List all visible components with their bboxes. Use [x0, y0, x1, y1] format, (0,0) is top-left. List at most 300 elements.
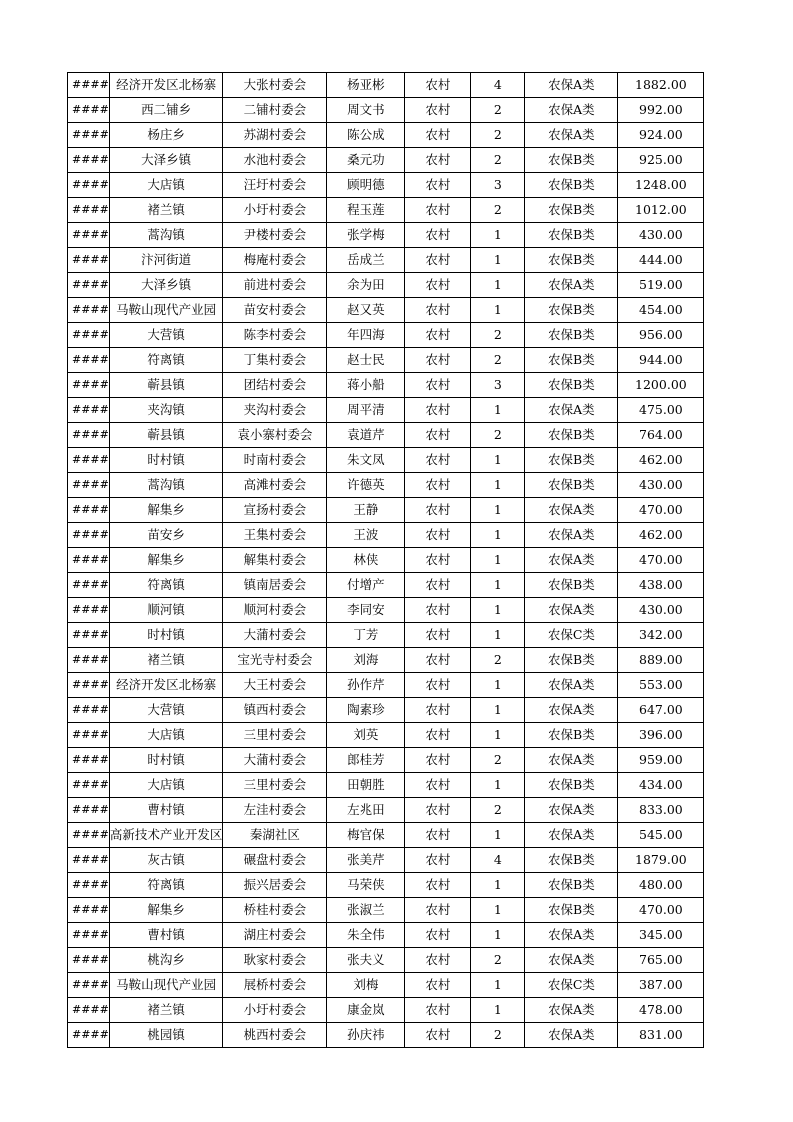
category-cell: 农保B类 [525, 898, 618, 923]
row-number-cell: #### [68, 298, 110, 323]
row-number-cell: #### [68, 373, 110, 398]
town-cell: 褚兰镇 [109, 648, 223, 673]
village-cell: 丁集村委会 [223, 348, 327, 373]
row-number-cell: #### [68, 98, 110, 123]
name-cell: 朱文凤 [327, 448, 405, 473]
row-number-cell: #### [68, 973, 110, 998]
town-cell: 曹村镇 [109, 798, 223, 823]
amount-cell: 519.00 [618, 273, 704, 298]
village-cell: 大蒲村委会 [223, 748, 327, 773]
count-cell: 2 [471, 323, 525, 348]
name-cell: 张学梅 [327, 223, 405, 248]
town-cell: 大营镇 [109, 323, 223, 348]
amount-cell: 925.00 [618, 148, 704, 173]
row-number-cell: #### [68, 473, 110, 498]
amount-cell: 992.00 [618, 98, 704, 123]
category-cell: 农保B类 [525, 348, 618, 373]
row-number-cell: #### [68, 773, 110, 798]
count-cell: 3 [471, 173, 525, 198]
category-cell: 农保B类 [525, 373, 618, 398]
name-cell: 郎桂芳 [327, 748, 405, 773]
count-cell: 2 [471, 98, 525, 123]
name-cell: 杨亚彬 [327, 73, 405, 98]
category-cell: 农保B类 [525, 573, 618, 598]
town-cell: 符离镇 [109, 873, 223, 898]
name-cell: 许德英 [327, 473, 405, 498]
row-number-cell: #### [68, 573, 110, 598]
count-cell: 2 [471, 198, 525, 223]
count-cell: 2 [471, 348, 525, 373]
area-type-cell: 农村 [405, 698, 471, 723]
village-cell: 小圩村委会 [223, 998, 327, 1023]
row-number-cell: #### [68, 748, 110, 773]
amount-cell: 434.00 [618, 773, 704, 798]
category-cell: 农保B类 [525, 848, 618, 873]
category-cell: 农保A类 [525, 1023, 618, 1048]
area-type-cell: 农村 [405, 198, 471, 223]
table-row [68, 723, 704, 748]
amount-cell: 833.00 [618, 798, 704, 823]
area-type-cell: 农村 [405, 548, 471, 573]
category-cell: 农保B类 [525, 148, 618, 173]
amount-cell: 944.00 [618, 348, 704, 373]
row-number-cell: #### [68, 798, 110, 823]
amount-cell: 430.00 [618, 473, 704, 498]
count-cell: 4 [471, 848, 525, 873]
category-cell: 农保B类 [525, 473, 618, 498]
category-cell: 农保B类 [525, 173, 618, 198]
table-row [68, 348, 704, 373]
area-type-cell: 农村 [405, 123, 471, 148]
village-cell: 宝光寺村委会 [223, 648, 327, 673]
row-number-cell: #### [68, 848, 110, 873]
village-cell: 袁小寨村委会 [223, 423, 327, 448]
table-row [68, 123, 704, 148]
village-cell: 振兴居委会 [223, 873, 327, 898]
area-type-cell: 农村 [405, 448, 471, 473]
row-number-cell: #### [68, 898, 110, 923]
category-cell: 农保A类 [525, 398, 618, 423]
town-cell: 大店镇 [109, 723, 223, 748]
area-type-cell: 农村 [405, 748, 471, 773]
category-cell: 农保A类 [525, 748, 618, 773]
amount-cell: 545.00 [618, 823, 704, 848]
name-cell: 蒋小船 [327, 373, 405, 398]
category-cell: 农保B类 [525, 648, 618, 673]
area-type-cell: 农村 [405, 848, 471, 873]
count-cell: 1 [471, 973, 525, 998]
amount-cell: 462.00 [618, 523, 704, 548]
count-cell: 1 [471, 448, 525, 473]
category-cell: 农保A类 [525, 673, 618, 698]
town-cell: 大泽乡镇 [109, 148, 223, 173]
table-row [68, 598, 704, 623]
town-cell: 解集乡 [109, 898, 223, 923]
table-row [68, 548, 704, 573]
row-number-cell: #### [68, 123, 110, 148]
amount-cell: 1012.00 [618, 198, 704, 223]
count-cell: 1 [471, 523, 525, 548]
count-cell: 1 [471, 698, 525, 723]
village-cell: 王集村委会 [223, 523, 327, 548]
category-cell: 农保A类 [525, 73, 618, 98]
village-cell: 高滩村委会 [223, 473, 327, 498]
amount-cell: 430.00 [618, 223, 704, 248]
name-cell: 顾明德 [327, 173, 405, 198]
count-cell: 2 [471, 148, 525, 173]
table-row [68, 223, 704, 248]
area-type-cell: 农村 [405, 323, 471, 348]
town-cell: 顺河镇 [109, 598, 223, 623]
table-row [68, 698, 704, 723]
area-type-cell: 农村 [405, 348, 471, 373]
name-cell: 张美芹 [327, 848, 405, 873]
area-type-cell: 农村 [405, 598, 471, 623]
count-cell: 1 [471, 773, 525, 798]
category-cell: 农保A类 [525, 823, 618, 848]
count-cell: 2 [471, 423, 525, 448]
amount-cell: 462.00 [618, 448, 704, 473]
area-type-cell: 农村 [405, 173, 471, 198]
town-cell: 蒿沟镇 [109, 473, 223, 498]
town-cell: 曹村镇 [109, 923, 223, 948]
name-cell: 朱全伟 [327, 923, 405, 948]
area-type-cell: 农村 [405, 973, 471, 998]
row-number-cell: #### [68, 948, 110, 973]
row-number-cell: #### [68, 173, 110, 198]
count-cell: 2 [471, 798, 525, 823]
category-cell: 农保C类 [525, 973, 618, 998]
table-row [68, 273, 704, 298]
table-row [68, 473, 704, 498]
category-cell: 农保A类 [525, 698, 618, 723]
town-cell: 褚兰镇 [109, 198, 223, 223]
amount-cell: 889.00 [618, 648, 704, 673]
table-row [68, 648, 704, 673]
name-cell: 马荣侠 [327, 873, 405, 898]
category-cell: 农保A类 [525, 98, 618, 123]
town-cell: 汴河街道 [109, 248, 223, 273]
table-row [68, 923, 704, 948]
name-cell: 丁芳 [327, 623, 405, 648]
category-cell: 农保B类 [525, 298, 618, 323]
village-cell: 镇西村委会 [223, 698, 327, 723]
row-number-cell: #### [68, 998, 110, 1023]
table-row [68, 848, 704, 873]
village-cell: 展桥村委会 [223, 973, 327, 998]
area-type-cell: 农村 [405, 898, 471, 923]
town-cell: 高新技术产业开发区 [109, 823, 223, 848]
table-row [68, 773, 704, 798]
count-cell: 1 [471, 998, 525, 1023]
category-cell: 农保A类 [525, 123, 618, 148]
village-cell: 三里村委会 [223, 723, 327, 748]
village-cell: 大王村委会 [223, 673, 327, 698]
village-cell: 桃西村委会 [223, 1023, 327, 1048]
table-row [68, 673, 704, 698]
village-cell: 苏湖村委会 [223, 123, 327, 148]
count-cell: 1 [471, 223, 525, 248]
amount-cell: 345.00 [618, 923, 704, 948]
town-cell: 马鞍山现代产业园 [109, 298, 223, 323]
town-cell: 时村镇 [109, 623, 223, 648]
town-cell: 桃沟乡 [109, 948, 223, 973]
count-cell: 3 [471, 373, 525, 398]
row-number-cell: #### [68, 348, 110, 373]
category-cell: 农保B类 [525, 873, 618, 898]
name-cell: 陈公成 [327, 123, 405, 148]
village-cell: 大蒲村委会 [223, 623, 327, 648]
amount-cell: 1882.00 [618, 73, 704, 98]
data-table [67, 72, 704, 1048]
table-row [68, 573, 704, 598]
town-cell: 符离镇 [109, 348, 223, 373]
village-cell: 大张村委会 [223, 73, 327, 98]
town-cell: 大店镇 [109, 773, 223, 798]
town-cell: 西二铺乡 [109, 98, 223, 123]
amount-cell: 1879.00 [618, 848, 704, 873]
count-cell: 1 [471, 823, 525, 848]
table-row [68, 623, 704, 648]
name-cell: 岳成兰 [327, 248, 405, 273]
row-number-cell: #### [68, 548, 110, 573]
count-cell: 2 [471, 1023, 525, 1048]
area-type-cell: 农村 [405, 923, 471, 948]
name-cell: 周平清 [327, 398, 405, 423]
row-number-cell: #### [68, 598, 110, 623]
name-cell: 刘英 [327, 723, 405, 748]
amount-cell: 396.00 [618, 723, 704, 748]
category-cell: 农保A类 [525, 598, 618, 623]
table-row [68, 423, 704, 448]
row-number-cell: #### [68, 1023, 110, 1048]
town-cell: 马鞍山现代产业园 [109, 973, 223, 998]
name-cell: 赵士民 [327, 348, 405, 373]
area-type-cell: 农村 [405, 498, 471, 523]
category-cell: 农保A类 [525, 798, 618, 823]
table-row [68, 523, 704, 548]
name-cell: 张夫义 [327, 948, 405, 973]
row-number-cell: #### [68, 148, 110, 173]
area-type-cell: 农村 [405, 148, 471, 173]
category-cell: 农保B类 [525, 723, 618, 748]
row-number-cell: #### [68, 423, 110, 448]
town-cell: 解集乡 [109, 498, 223, 523]
row-number-cell: #### [68, 198, 110, 223]
town-cell: 解集乡 [109, 548, 223, 573]
town-cell: 大店镇 [109, 173, 223, 198]
amount-cell: 831.00 [618, 1023, 704, 1048]
area-type-cell: 农村 [405, 798, 471, 823]
table-row [68, 323, 704, 348]
count-cell: 1 [471, 573, 525, 598]
amount-cell: 470.00 [618, 498, 704, 523]
row-number-cell: #### [68, 323, 110, 348]
table-row [68, 298, 704, 323]
name-cell: 程玉莲 [327, 198, 405, 223]
name-cell: 周文书 [327, 98, 405, 123]
row-number-cell: #### [68, 273, 110, 298]
area-type-cell: 农村 [405, 873, 471, 898]
amount-cell: 387.00 [618, 973, 704, 998]
area-type-cell: 农村 [405, 373, 471, 398]
count-cell: 1 [471, 473, 525, 498]
village-cell: 顺河村委会 [223, 598, 327, 623]
row-number-cell: #### [68, 698, 110, 723]
area-type-cell: 农村 [405, 773, 471, 798]
amount-cell: 480.00 [618, 873, 704, 898]
count-cell: 1 [471, 873, 525, 898]
row-number-cell: #### [68, 648, 110, 673]
table-row [68, 798, 704, 823]
village-cell: 前进村委会 [223, 273, 327, 298]
name-cell: 孙作芹 [327, 673, 405, 698]
town-cell: 时村镇 [109, 448, 223, 473]
village-cell: 左洼村委会 [223, 798, 327, 823]
count-cell: 2 [471, 948, 525, 973]
amount-cell: 478.00 [618, 998, 704, 1023]
amount-cell: 444.00 [618, 248, 704, 273]
area-type-cell: 农村 [405, 298, 471, 323]
area-type-cell: 农村 [405, 573, 471, 598]
village-cell: 水池村委会 [223, 148, 327, 173]
name-cell: 王波 [327, 523, 405, 548]
town-cell: 蒿沟镇 [109, 223, 223, 248]
amount-cell: 454.00 [618, 298, 704, 323]
name-cell: 刘海 [327, 648, 405, 673]
table-row [68, 948, 704, 973]
count-cell: 2 [471, 123, 525, 148]
category-cell: 农保B类 [525, 323, 618, 348]
village-cell: 梅庵村委会 [223, 248, 327, 273]
village-cell: 小圩村委会 [223, 198, 327, 223]
count-cell: 1 [471, 623, 525, 648]
count-cell: 1 [471, 498, 525, 523]
village-cell: 镇南居委会 [223, 573, 327, 598]
category-cell: 农保A类 [525, 948, 618, 973]
village-cell: 陈李村委会 [223, 323, 327, 348]
village-cell: 宣扬村委会 [223, 498, 327, 523]
town-cell: 杨庄乡 [109, 123, 223, 148]
village-cell: 桥桂村委会 [223, 898, 327, 923]
row-number-cell: #### [68, 73, 110, 98]
name-cell: 李同安 [327, 598, 405, 623]
category-cell: 农保B类 [525, 423, 618, 448]
name-cell: 陶素珍 [327, 698, 405, 723]
table-row [68, 998, 704, 1023]
amount-cell: 1248.00 [618, 173, 704, 198]
category-cell: 农保A类 [525, 273, 618, 298]
area-type-cell: 农村 [405, 948, 471, 973]
village-cell: 夹沟村委会 [223, 398, 327, 423]
category-cell: 农保A类 [525, 923, 618, 948]
category-cell: 农保A类 [525, 998, 618, 1023]
row-number-cell: #### [68, 248, 110, 273]
town-cell: 夹沟镇 [109, 398, 223, 423]
category-cell: 农保B类 [525, 248, 618, 273]
village-cell: 尹楼村委会 [223, 223, 327, 248]
category-cell: 农保A类 [525, 523, 618, 548]
area-type-cell: 农村 [405, 523, 471, 548]
table-row [68, 248, 704, 273]
count-cell: 1 [471, 548, 525, 573]
name-cell: 袁道芹 [327, 423, 405, 448]
table-row [68, 398, 704, 423]
village-cell: 汪圩村委会 [223, 173, 327, 198]
area-type-cell: 农村 [405, 248, 471, 273]
table-row [68, 973, 704, 998]
count-cell: 1 [471, 248, 525, 273]
area-type-cell: 农村 [405, 473, 471, 498]
amount-cell: 342.00 [618, 623, 704, 648]
row-number-cell: #### [68, 398, 110, 423]
count-cell: 1 [471, 723, 525, 748]
name-cell: 刘梅 [327, 973, 405, 998]
area-type-cell: 农村 [405, 98, 471, 123]
table-row [68, 173, 704, 198]
name-cell: 赵又英 [327, 298, 405, 323]
count-cell: 1 [471, 898, 525, 923]
amount-cell: 430.00 [618, 598, 704, 623]
row-number-cell: #### [68, 223, 110, 248]
count-cell: 1 [471, 298, 525, 323]
village-cell: 苗安村委会 [223, 298, 327, 323]
row-number-cell: #### [68, 448, 110, 473]
count-cell: 1 [471, 923, 525, 948]
row-number-cell: #### [68, 623, 110, 648]
amount-cell: 647.00 [618, 698, 704, 723]
amount-cell: 470.00 [618, 548, 704, 573]
amount-cell: 470.00 [618, 898, 704, 923]
amount-cell: 1200.00 [618, 373, 704, 398]
table-row [68, 448, 704, 473]
area-type-cell: 农村 [405, 273, 471, 298]
table-row [68, 748, 704, 773]
row-number-cell: #### [68, 823, 110, 848]
row-number-cell: #### [68, 498, 110, 523]
town-cell: 经济开发区北杨寨 [109, 673, 223, 698]
town-cell: 大泽乡镇 [109, 273, 223, 298]
count-cell: 1 [471, 398, 525, 423]
count-cell: 2 [471, 748, 525, 773]
amount-cell: 765.00 [618, 948, 704, 973]
town-cell: 时村镇 [109, 748, 223, 773]
town-cell: 符离镇 [109, 573, 223, 598]
table-row [68, 198, 704, 223]
name-cell: 田朝胜 [327, 773, 405, 798]
amount-cell: 924.00 [618, 123, 704, 148]
amount-cell: 553.00 [618, 673, 704, 698]
area-type-cell: 农村 [405, 823, 471, 848]
village-cell: 团结村委会 [223, 373, 327, 398]
area-type-cell: 农村 [405, 398, 471, 423]
area-type-cell: 农村 [405, 223, 471, 248]
category-cell: 农保C类 [525, 623, 618, 648]
count-cell: 4 [471, 73, 525, 98]
town-cell: 蕲县镇 [109, 423, 223, 448]
village-cell: 湖庄村委会 [223, 923, 327, 948]
area-type-cell: 农村 [405, 73, 471, 98]
town-cell: 大营镇 [109, 698, 223, 723]
amount-cell: 956.00 [618, 323, 704, 348]
village-cell: 二铺村委会 [223, 98, 327, 123]
row-number-cell: #### [68, 673, 110, 698]
village-cell: 三里村委会 [223, 773, 327, 798]
town-cell: 经济开发区北杨寨 [109, 73, 223, 98]
row-number-cell: #### [68, 873, 110, 898]
town-cell: 苗安乡 [109, 523, 223, 548]
town-cell: 褚兰镇 [109, 998, 223, 1023]
